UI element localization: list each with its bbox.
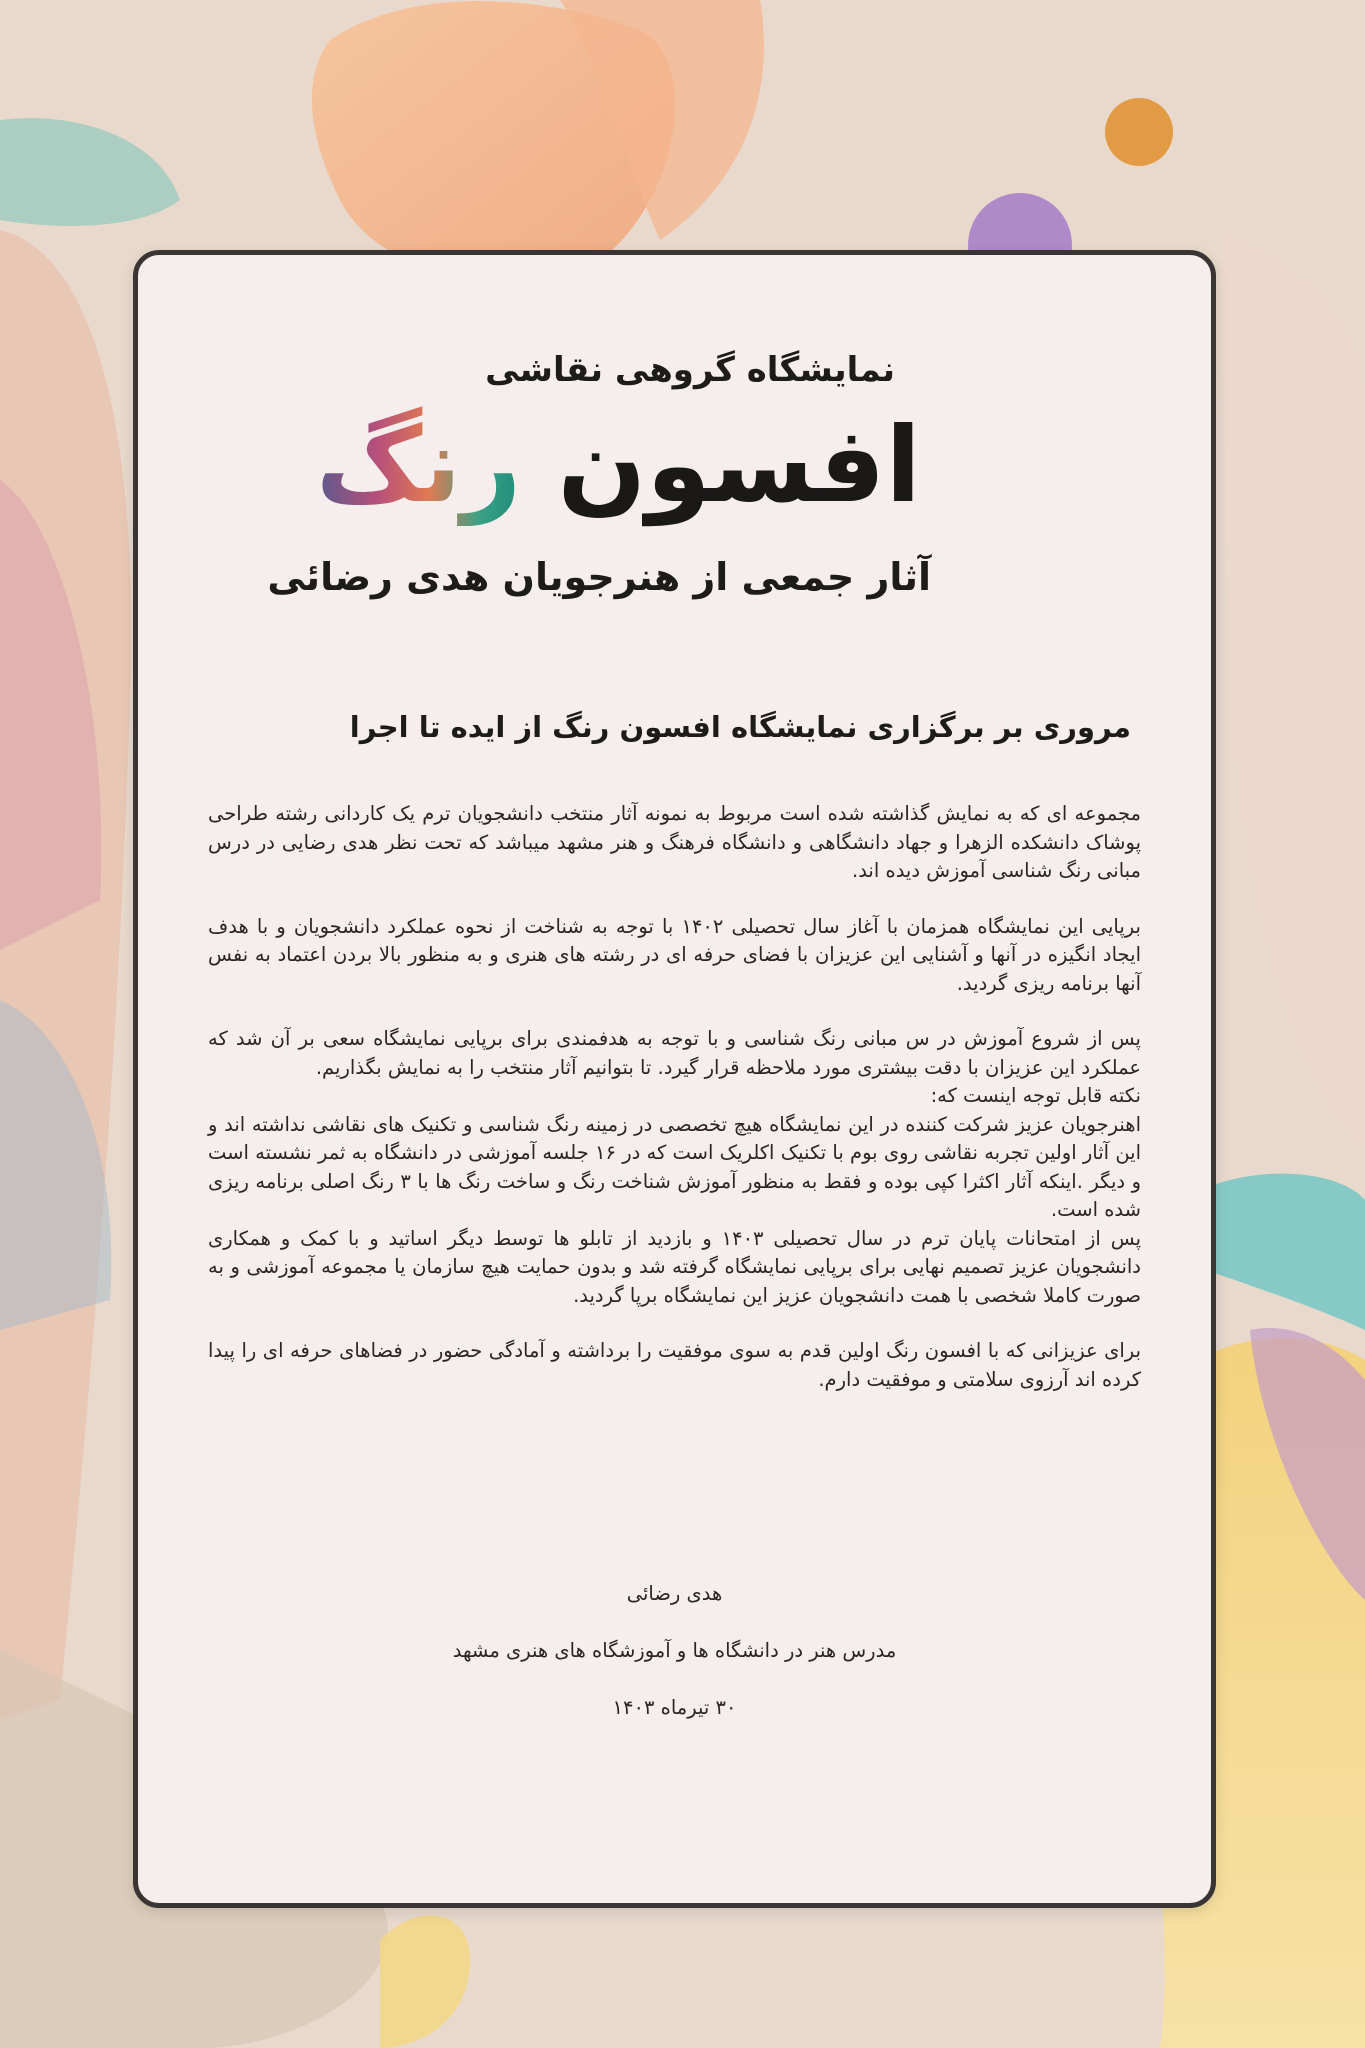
exhibition-subtitle: آثار جمعی از هنرجویان هدی رضائی bbox=[267, 555, 931, 599]
title-word-rang: رنگ bbox=[315, 404, 522, 526]
paragraph-6: برای عزیزانی که با افسون رنگ اولین قدم به سوی موفقیت را برداشته و آمادگی حضور در فضاهای حرفه ای را پیدا کرده اند آرزوی سلامتی و موفقیت دارم. bbox=[208, 1339, 1141, 1391]
signature-date: ۳۰ تیرماه ۱۴۰۳ bbox=[612, 1696, 737, 1719]
article-body bbox=[208, 800, 1141, 1421]
exhibition-title bbox=[208, 405, 921, 525]
signature-role: مدرس هنر در دانشگاه ها و آموزشگاه های هنری مشهد bbox=[452, 1639, 897, 1662]
paragraph-5: پس از امتحانات پایان ترم در سال تحصیلی ۱۴۰۳ و بازدید از تابلو ها توسط دیگر اساتید و با کمک و همکاری دانشجویان عزیز تصمیم نهایی برای برپایی نمایشگاه گرفته شد و بدون حمایت هیچ سازمان یا مجموعه آموزشی و به صورت کاملا شخصی با همت دانشجویان عزیز این نمایشگاه برپا گردید. bbox=[208, 1226, 1141, 1307]
paragraph-4: اهنرجویان عزیز شرکت کننده در این نمایشگاه هیچ تخصصی در زمینه رنگ شناسی و تکنیک های نقاشی نداشته اند و این آثار اولین تجربه نقاشی روی بوم با تکنیک اکلریک است که در ۱۶ جلسه آموزشی در دانشگاه به ثمر نشسته است و دیگر .اینکه آثار اکثرا کپی بوده و فقط به منظور آموزش شناخت رنگ و ساخت رنگ ها با ۳ رنگ اصلی برنامه ریزی شده است. bbox=[208, 1112, 1142, 1221]
paragraph-3: پس از شروع آموزش در س مبانی رنگ شناسی و با توجه به هدفمندی برای برپایی نمایشگاه سعی بر آن شد که عملکرد این عزیزان با دقت بیشتری مورد ملاحظه قرار گیرد. تا بتوانیم آثار منتخب را به نمایش بگذاریم. bbox=[208, 1027, 1141, 1079]
title-word-afsoon: افسون bbox=[557, 404, 921, 526]
paragraph-2: برپایی این نمایشگاه همزمان با آغاز سال تحصیلی ۱۴۰۲ با توجه به شناخت از نحوه عملکرد دانشجویان و با هدف ایجاد انگیزه در آنها و آشنایی این عزیزان با فضای حرفه ای در رشته های هنری و به منظور بالا بردن اعتماد به نفس آنها برنامه ریزی گردید. bbox=[208, 914, 1141, 995]
paragraph-1: مجموعه ای که به نمایش گذاشته شده است مربوط به نمونه آثار منتخب دانشجویان ترم یک کاردانی رشته طراحی پوشاک دانشکده الزهرا و جهاد دانشگاهی و دانشگاه فرهنگ و هنر مشهد میباشد که تحت نظر هدی رضایی در درس مبانی رنگ شناسی آموزش دیده اند. bbox=[208, 802, 1141, 882]
signature-block bbox=[208, 1580, 1141, 1751]
content-card bbox=[133, 250, 1216, 1908]
article-heading: مروری بر برگزاری نمایشگاه افسون رنگ از ایده تا اجرا bbox=[349, 710, 1131, 744]
signature-name: هدی رضائی bbox=[626, 1582, 723, 1605]
paragraph-note: نکته قابل توجه اینست که: bbox=[930, 1084, 1141, 1107]
exhibition-type: نمایشگاه گروهی نقاشی bbox=[485, 350, 895, 390]
